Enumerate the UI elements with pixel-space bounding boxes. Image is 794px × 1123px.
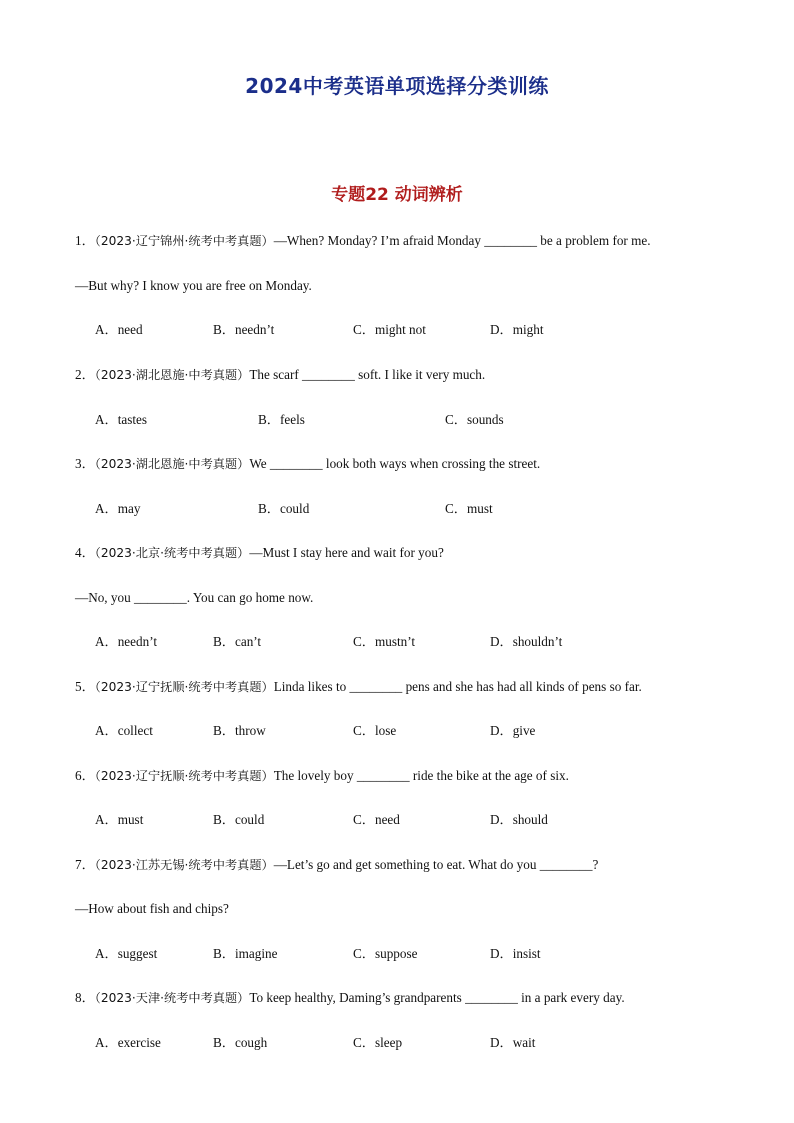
question-5-stem: 5．（2023·辽宁抚顺·统考中考真题）Linda likes to ________ pens and she has had all kinds of pens so far. <box>75 679 642 694</box>
question-source: （2023·湖北恩施·中考真题） <box>94 368 250 382</box>
option-a: A．suggest <box>95 946 158 961</box>
question-1-stem: 1．（2023·辽宁锦州·统考中考真题）—When? Monday? I’m afraid Monday ________ be a problem for me. <box>75 233 651 248</box>
option-c: C．sleep <box>353 1035 403 1050</box>
option-c: C．lose <box>353 723 397 738</box>
option-a: A．collect <box>95 723 153 738</box>
question-source: （2023·北京·统考中考真题） <box>94 546 250 560</box>
option-b: B．cough <box>213 1035 268 1050</box>
option-d: D．give <box>490 723 536 738</box>
question-source: （2023·辽宁抚顺·统考中考真题） <box>94 769 274 783</box>
question-source: （2023·湖北恩施·中考真题） <box>94 457 250 471</box>
question-2-stem: 2．（2023·湖北恩施·中考真题）The scarf ________ soft. I like it very much. <box>75 367 486 382</box>
option-b: B．feels <box>258 412 305 427</box>
option-b: B．throw <box>213 723 266 738</box>
option-d: D．insist <box>490 946 541 961</box>
option-b: B．can’t <box>213 634 262 649</box>
page-title: 2024中考英语单项选择分类训练 <box>245 74 549 98</box>
question-6-stem: 6．（2023·辽宁抚顺·统考中考真题）The lovely boy ________ ride the bike at the age of six. <box>75 768 569 783</box>
option-c: C．mustn’t <box>353 634 416 649</box>
question-source: （2023·天津·统考中考真题） <box>94 991 250 1005</box>
question-source: （2023·辽宁抚顺·统考中考真题） <box>94 680 274 694</box>
option-a: A．exercise <box>95 1035 161 1050</box>
question-source: （2023·江苏无锡·统考中考真题） <box>94 858 274 872</box>
option-b: B．imagine <box>213 946 278 961</box>
option-d: D．should <box>490 812 548 827</box>
question-7-stem: 7．（2023·江苏无锡·统考中考真题）—Let’s go and get something to eat. What do you ________? <box>75 857 599 872</box>
option-c: C．need <box>353 812 400 827</box>
option-d: D．shouldn’t <box>490 634 563 649</box>
option-a: A．must <box>95 812 144 827</box>
question-8-stem: 8．（2023·天津·统考中考真题）To keep healthy, Daming’s grandparents ________ in a park every day. <box>75 990 625 1005</box>
option-c: C．might not <box>353 322 426 337</box>
option-b: B．needn’t <box>213 322 275 337</box>
option-c: C．sounds <box>445 412 504 427</box>
question-7-continuation: —How about fish and chips? <box>75 901 229 916</box>
question-4-continuation: —No, you ________. You can go home now. <box>75 590 314 605</box>
section-title: 专题22 动词辨析 <box>331 185 463 205</box>
option-a: A．need <box>95 322 143 337</box>
option-d: D．might <box>490 322 544 337</box>
question-3-stem: 3．（2023·湖北恩施·中考真题）We ________ look both ways when crossing the street. <box>75 456 541 471</box>
question-1-continuation: —But why? I know you are free on Monday. <box>75 278 312 293</box>
question-4-stem: 4．（2023·北京·统考中考真题）—Must I stay here and wait for you? <box>75 545 444 560</box>
option-d: D．wait <box>490 1035 536 1050</box>
option-a: A．tastes <box>95 412 148 427</box>
option-a: A．needn’t <box>95 634 158 649</box>
option-a: A．may <box>95 501 141 516</box>
question-source: （2023·辽宁锦州·统考中考真题） <box>94 234 274 248</box>
option-c: C．suppose <box>353 946 418 961</box>
option-b: B．could <box>213 812 265 827</box>
option-c: C．must <box>445 501 493 516</box>
option-b: B．could <box>258 501 310 516</box>
